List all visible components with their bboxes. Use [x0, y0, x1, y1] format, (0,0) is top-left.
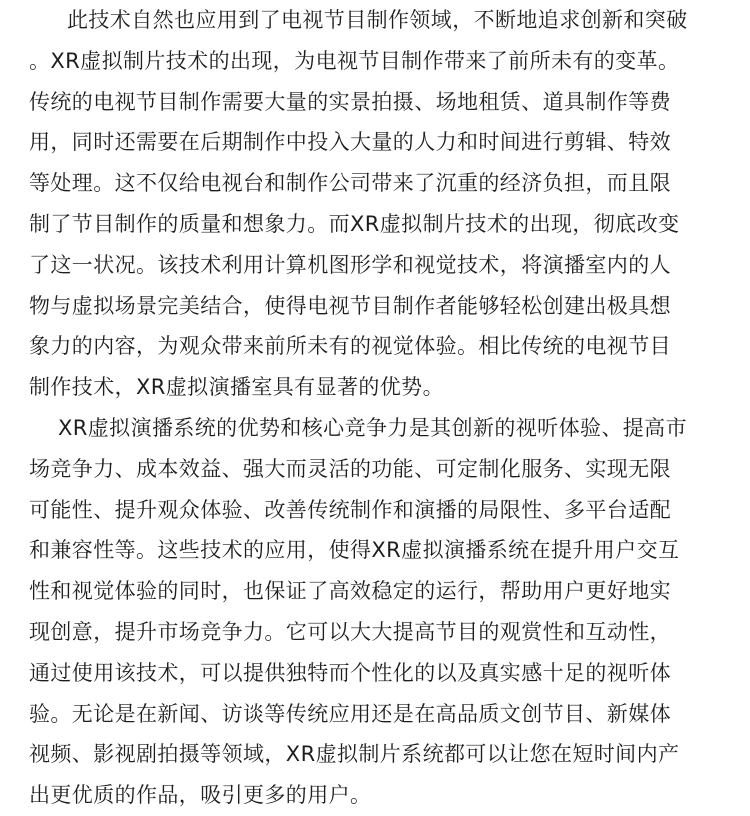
text-line: 制了节目制作的质量和想象力。而XR虚拟制片技术的出现，彻底改变 [29, 211, 680, 236]
text-line: 制作技术，XR虚拟演播室具有显著的优势。 [29, 375, 444, 400]
text-line: 此技术自然也应用到了电视节目制作领域，不断地追求创新和突破 [67, 8, 688, 32]
text-line: 和兼容性等。这些技术的应用，使得XR虚拟演播系统在提升用户交互 [29, 538, 680, 563]
text-line: 用，同时还需要在后期制作中投入大量的人力和时间进行剪辑、特效 [29, 130, 671, 155]
text-line: XR虚拟演播系统的优势和核心竞争力是其创新的视听体验、提高市 [58, 415, 687, 440]
text-line: 等处理。这不仅给电视台和制作公司带来了沉重的经济负担，而且限 [29, 171, 671, 196]
text-line: 现创意，提升市场竞争力。它可以大大提高节目的观赏性和互动性， [29, 619, 671, 644]
text-line: 性和视觉体验的同时，也保证了高效稳定的运行，帮助用户更好地实 [29, 579, 671, 604]
text-line: 通过使用该技术，可以提供独特而个性化的以及真实感十足的视听体 [29, 660, 671, 685]
text-line: 象力的内容，为观众带来前所未有的视觉体验。相比传统的电视节目 [29, 334, 671, 359]
text-line: 视频、影视剧拍摄等领域，XR虚拟制片系统都可以让您在短时间内产 [29, 742, 680, 767]
text-line: 。XR虚拟制片技术的出现，为电视节目制作带来了前所未有的变革。 [29, 48, 680, 73]
text-line: 了这一状况。该技术利用计算机图形学和视觉技术，将演播室内的人 [29, 252, 671, 277]
text-line: 传统的电视节目制作需要大量的实景拍摄、场地租赁、道具制作等费 [29, 89, 671, 114]
text-line: 场竞争力、成本效益、强大而灵活的功能、可定制化服务、实现无限 [29, 456, 671, 481]
text-line: 出更优质的作品，吸引更多的用户。 [29, 783, 372, 808]
paragraph-2 [29, 408, 736, 816]
text-line: 验。无论是在新闻、访谈等传统应用还是在高品质文创节目、新媒体 [29, 701, 671, 726]
paragraph-1 [29, 0, 736, 408]
text-line: 可能性、提升观众体验、改善传统制作和演播的局限性、多平台适配 [29, 497, 671, 522]
text-line: 物与虚拟场景完美结合，使得电视节目制作者能够轻松创建出极具想 [29, 293, 671, 318]
